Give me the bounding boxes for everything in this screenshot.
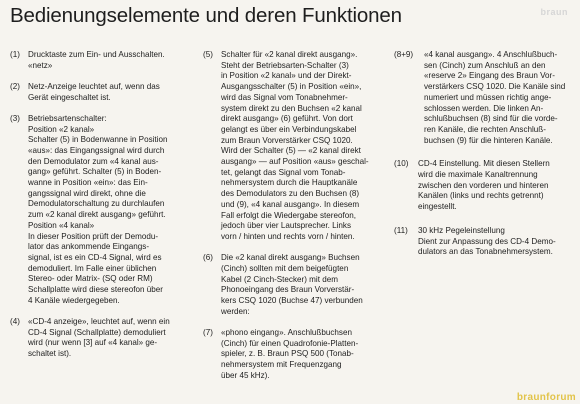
description-line: Gerät eingeschaltet ist. <box>28 92 111 102</box>
function-item <box>203 253 386 317</box>
description-line: «4 kanal ausgang». 4 Anschlußbuch- <box>424 50 558 59</box>
description-line: jedoch über vier Lautsprecher. Links <box>221 221 352 231</box>
description-line: Die «2 kanal direkt ausgang» Buchsen <box>221 253 360 263</box>
item-description <box>221 328 386 382</box>
description-line: schaltet ist). <box>28 349 72 359</box>
description-line: nehmersystem durch die Hauptkanäle <box>221 178 358 188</box>
column-right <box>394 50 577 271</box>
description-line: Steht der Betriebsarten-Schalter (3) <box>221 60 349 70</box>
function-item <box>10 114 198 307</box>
description-line: 30 kHz Pegeleinstellung <box>418 225 505 235</box>
item-number: (5) <box>203 50 213 59</box>
description-line: nehmersystem mit Frequenzgang <box>221 359 342 369</box>
item-number: (11) <box>394 225 408 235</box>
description-line: in Position «2 kanal» und der Direkt- <box>221 71 352 81</box>
description-line: den Demodulator zum «4 kanal aus- <box>28 156 159 166</box>
watermark: braunforum <box>516 392 576 403</box>
function-item <box>10 317 198 360</box>
description-line: «reserve 2» Eingang des Braun Vor- <box>424 71 555 81</box>
description-line: system direkt zu den Buchsen «2 kanal <box>221 103 362 113</box>
description-line: (Cinch) sollten mit dem beigefügten <box>221 263 349 273</box>
description-line: gelangt es über ein Verbindungskabel <box>221 124 357 134</box>
description-line: (Cinch) für einen Quadrofonie-Platten- <box>221 338 359 348</box>
description-line: CD-4 Signal (Schallplatte) demoduliert <box>28 327 166 337</box>
item-description <box>28 50 198 71</box>
description-line: CD-4 Einstellung. Mit diesen Stellern <box>418 159 550 169</box>
item-number: (4) <box>10 316 20 326</box>
function-item <box>10 82 198 103</box>
description-line: verstärkers CSQ 1020. Die Kanäle sind <box>424 82 566 92</box>
description-line: numeriert und müssen richtig ange- <box>424 92 552 102</box>
description-line: Wird der Schalter (5) — «2 kanal direkt <box>221 146 361 156</box>
description-line: dulators an das Tonabnehmersystem. <box>418 247 553 257</box>
description-line: lator das ankommende Eingangs- <box>28 242 150 252</box>
item-description <box>28 114 198 307</box>
item-number: (3) <box>10 113 20 123</box>
description-line: gangssignal wird direkt, ohne die <box>28 188 146 198</box>
description-line: Betriebsartenschalter: <box>28 113 107 123</box>
function-item <box>10 50 198 71</box>
item-number: (2) <box>10 81 20 91</box>
item-description <box>424 50 577 146</box>
description-line: Kabel (2 Cinch-Stecker) mit dem <box>221 274 338 284</box>
column-middle <box>203 50 386 392</box>
description-line: Position «4 kanal» <box>28 220 95 230</box>
description-line: «netz» <box>28 60 53 70</box>
item-description <box>28 317 198 360</box>
description-line: Position «2 kanal» <box>28 124 95 134</box>
description-line: signal, ist es ein CD-4 Signal, wird es <box>28 252 162 262</box>
item-description <box>28 82 198 103</box>
item-description <box>418 159 577 213</box>
item-description <box>221 50 386 243</box>
description-line: Phonoeingang des Braun Vorverstär- <box>221 285 355 295</box>
description-line: kers CSQ 1020 (Buchse 47) verbunden <box>221 295 363 305</box>
description-line: werden: <box>221 306 250 316</box>
item-description <box>221 253 386 317</box>
description-line: Drucktaste zum Ein- und Ausschalten. <box>28 50 165 59</box>
description-line: eingestellt. <box>418 202 457 212</box>
function-item <box>394 50 577 146</box>
description-line: Schallplatte wird diese stereofon über <box>28 285 163 295</box>
description-line: zwischen den vorderen und hinteren <box>418 180 549 190</box>
description-line: schlußbuchsen (8) sind für die vorde- <box>424 114 558 124</box>
item-description <box>418 226 577 258</box>
description-line: «phono eingang». Anschlußbuchsen <box>221 327 352 337</box>
description-line: Dient zur Anpassung des CD-4 Demo- <box>418 236 556 246</box>
description-line: zum Braun Vorverstärker CSQ 1020. <box>221 135 353 145</box>
description-line: gang» geführt. Schalter (5) in Boden- <box>28 167 162 177</box>
brand-logo: braun <box>540 7 568 17</box>
description-line: über 45 kHz). <box>221 370 270 380</box>
description-line: wird (nur wenn [3] auf «4 kanal» ge- <box>28 338 158 348</box>
description-line: spieler, z. B. Braun PSQ 500 (Tonab- <box>221 349 354 359</box>
description-line: In dieser Position prüft der Demodu- <box>28 231 159 241</box>
description-line: vorn / hinten und rechts vorn / hinten. <box>221 231 355 241</box>
page-title: Bedienungselemente und deren Funktionen <box>10 4 402 27</box>
description-line: Schalter für «2 kanal direkt ausgang». <box>221 50 358 59</box>
description-line: und (9), «4 kanal ausgang». In diesem <box>221 199 360 209</box>
description-line: buchsen (9) für die hinteren Kanäle. <box>424 135 553 145</box>
description-line: ren Kanäle, die rechten Anschluß- <box>424 124 546 134</box>
description-line: sen (Cinch) zum Anschluß an den <box>424 60 546 70</box>
description-line: Stereo- oder Matrix- (SQ oder RM) <box>28 274 153 284</box>
description-line: des Demodulators zu den Buchsen (8) <box>221 189 360 199</box>
description-line: «aus»: das Eingangssignal wird durch <box>28 145 165 155</box>
item-number: (8+9) <box>394 50 414 59</box>
description-line: wird die maximale Kanaltrennung <box>418 170 538 180</box>
description-line: «CD-4 anzeige», leuchtet auf, wenn ein <box>28 316 170 326</box>
column-left <box>10 50 198 370</box>
description-line: Schalter (5) in Bodenwanne in Position <box>28 135 168 145</box>
function-item <box>203 328 386 382</box>
description-line: wird das Signal vom Tonabnehmer- <box>221 92 348 102</box>
function-item <box>394 226 577 258</box>
description-line: demoduliert. Im Falle einer üblichen <box>28 263 157 273</box>
description-line: tet, gelangt das Signal vom Tonab- <box>221 167 346 177</box>
function-item <box>203 50 386 243</box>
description-line: schlossen werden. Die linken An- <box>424 103 544 113</box>
description-line: ausgang» — auf Position «aus» geschal- <box>221 157 369 167</box>
item-number: (1) <box>10 50 20 59</box>
description-line: 4 Kanäle wiedergegeben. <box>28 295 120 305</box>
description-line: Fall erfolgt die Wiedergabe stereofon, <box>221 210 356 220</box>
description-line: Kanälen (links und rechts getrennt) <box>418 191 544 201</box>
description-line: zum «2 kanal direkt ausgang» geführt. <box>28 210 166 220</box>
description-line: direkt ausgang» (6) geführt. Von dort <box>221 114 353 124</box>
item-number: (10) <box>394 159 409 169</box>
description-line: wanne in Position «ein»: das Ein- <box>28 178 148 188</box>
item-number: (7) <box>203 327 213 337</box>
description-line: Demodulatorschaltung zu durchlaufen <box>28 199 165 209</box>
item-number: (6) <box>203 253 213 263</box>
function-item <box>394 159 577 213</box>
description-line: Netz-Anzeige leuchtet auf, wenn das <box>28 81 160 91</box>
description-line: Ausgangsschalter (5) in Position «ein», <box>221 82 362 92</box>
